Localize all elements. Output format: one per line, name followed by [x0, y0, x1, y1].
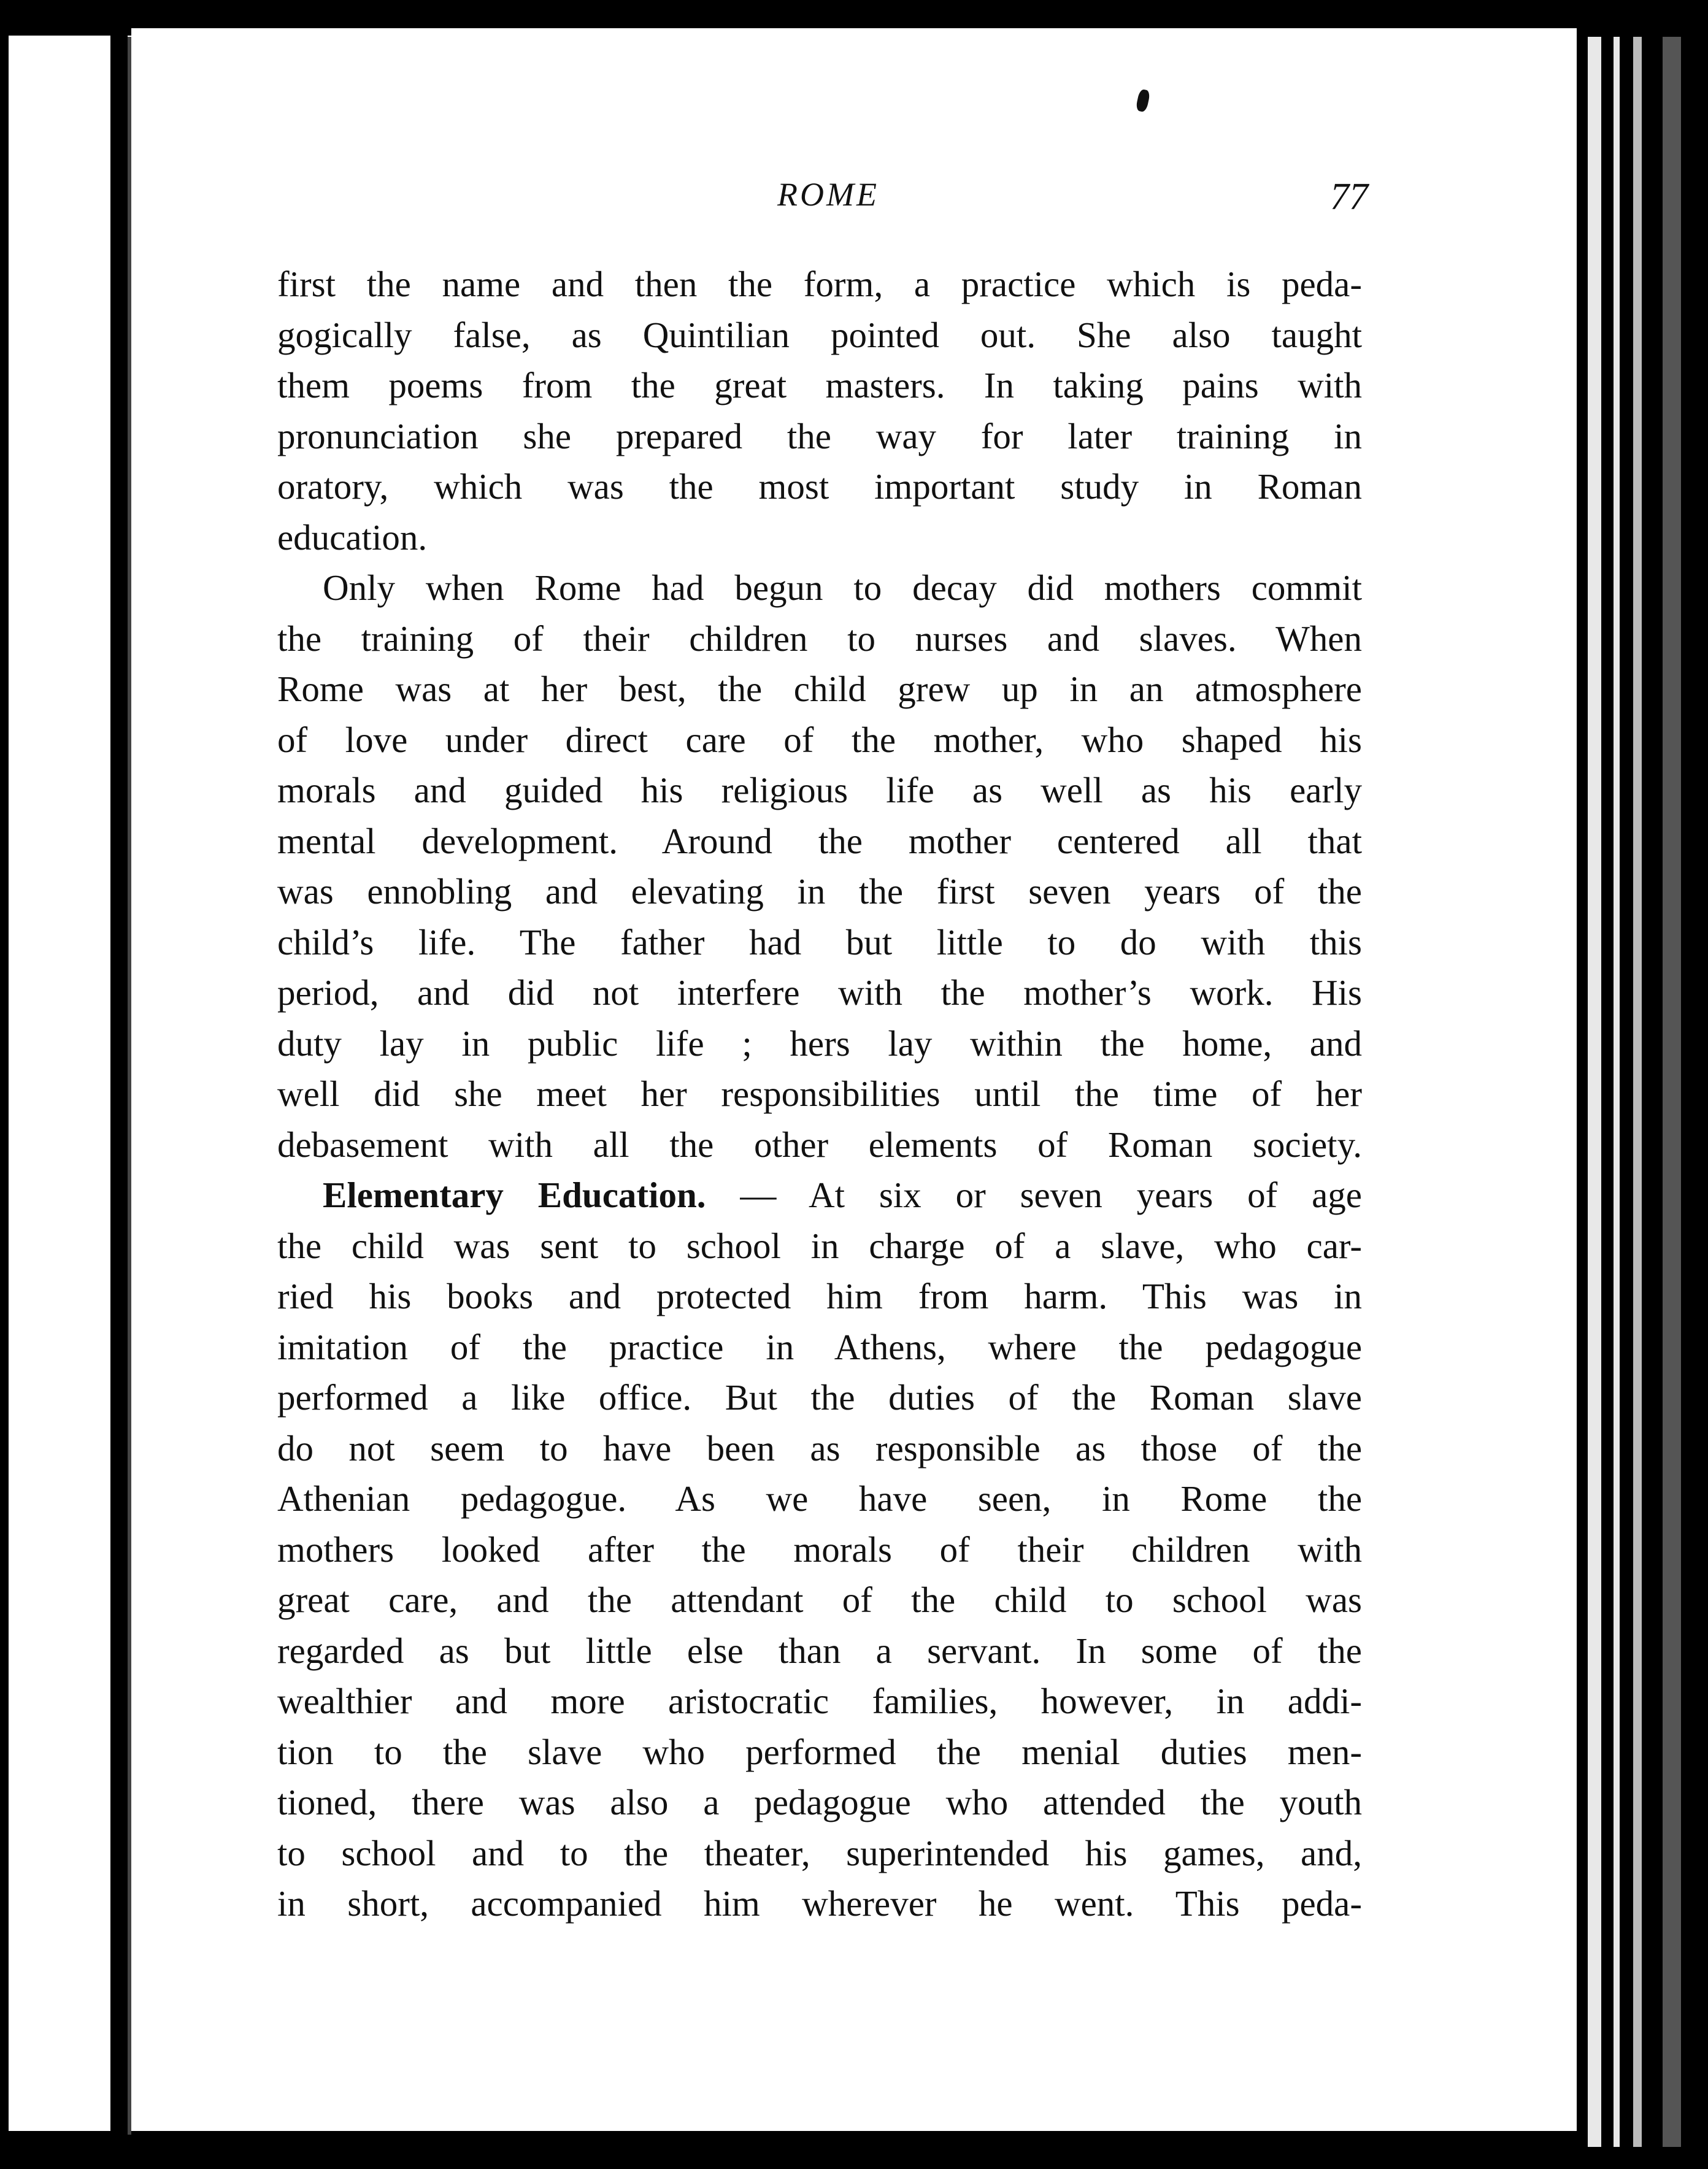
text-line: Only when Rome had begun to decay did mothers commit — [323, 567, 1362, 608]
scan-border-left — [0, 0, 9, 2169]
text-line: do not seem to have been as responsible as those of the — [277, 1427, 1362, 1468]
running-head: ROME — [777, 176, 879, 213]
text-line: great care, and the attendant of the child to school was — [277, 1580, 1362, 1620]
text-line: mental development. Around the mother centered all that — [277, 820, 1362, 861]
text-line: oratory, which was the most important study in Roman — [277, 466, 1362, 507]
ink-mark — [1135, 89, 1150, 113]
text-line: mothers looked after the morals of their children with — [277, 1529, 1362, 1570]
text-line: tioned, there was also a pedagogue who attended the youth — [277, 1782, 1362, 1822]
text-line: period, and did not interfere with the mother’s work. His — [277, 972, 1362, 1013]
text-line: well did she meet her responsibilities until the time of her — [277, 1073, 1362, 1114]
text-line: morals and guided his religious life as well as his early — [277, 770, 1362, 810]
text-line: first the name and then the form, a practice which is peda- — [277, 264, 1362, 304]
text-line: was ennobling and elevating in the first seven years of the — [277, 871, 1362, 912]
text-line: Athenian pedagogue. As we have seen, in Rome the — [277, 1478, 1362, 1519]
paragraph-3 — [277, 1170, 1362, 1929]
text-line: the training of their children to nurses and slaves. When — [277, 618, 1362, 659]
text-line: wealthier and more aristocratic families, however, in addi- — [277, 1681, 1362, 1721]
text-line: debasement with all the other elements of Roman society. — [277, 1124, 1362, 1165]
text-line: regarded as but little else than a servant. In some of the — [277, 1630, 1362, 1671]
text-line: education. — [277, 516, 428, 558]
paragraph-1 — [277, 259, 1362, 562]
body-text — [277, 259, 1362, 1929]
text-line: them poems from the great masters. In taking pains with — [277, 365, 1362, 405]
book-gutter — [110, 25, 128, 2147]
text-line: in short, accompanied him wherever he went. This peda- — [277, 1883, 1362, 1924]
page-notch — [1064, 50, 1088, 67]
text-line: gogically false, as Quintilian pointed out. She also taught — [277, 314, 1362, 355]
text-line: imitation of the practice in Athens, where the pedagogue — [277, 1326, 1362, 1367]
paragraph-2 — [277, 562, 1362, 1170]
section-heading: Elementary Education. — [323, 1175, 706, 1215]
heading-line-rest: — At six or seven years of age — [706, 1175, 1362, 1215]
text-line: the child was sent to school in charge of a slave, who car- — [277, 1225, 1362, 1266]
text-line-with-heading — [277, 1170, 1362, 1221]
text-line: Rome was at her best, the child grew up in an atmosphere — [277, 669, 1362, 709]
page-edges — [1577, 12, 1708, 2157]
page-number: 77 — [1330, 176, 1368, 218]
text-line: child’s life. The father had but little to do with this — [277, 921, 1362, 962]
text-line: tion to the slave who performed the menial duties men- — [277, 1731, 1362, 1772]
scan-border-bottom — [0, 2131, 1708, 2169]
text-line: pronunciation she prepared the way for later training in — [277, 415, 1362, 456]
text-line: ried his books and protected him from harm. This was in — [277, 1276, 1362, 1316]
text-line: duty lay in public life ; hers lay within the home, and — [277, 1023, 1362, 1064]
text-line: performed a like office. But the duties of the Roman slave — [277, 1377, 1362, 1418]
text-line: of love under direct care of the mother, who shaped his — [277, 719, 1362, 760]
text-line: to school and to the theater, superintended his games, and, — [277, 1832, 1362, 1873]
